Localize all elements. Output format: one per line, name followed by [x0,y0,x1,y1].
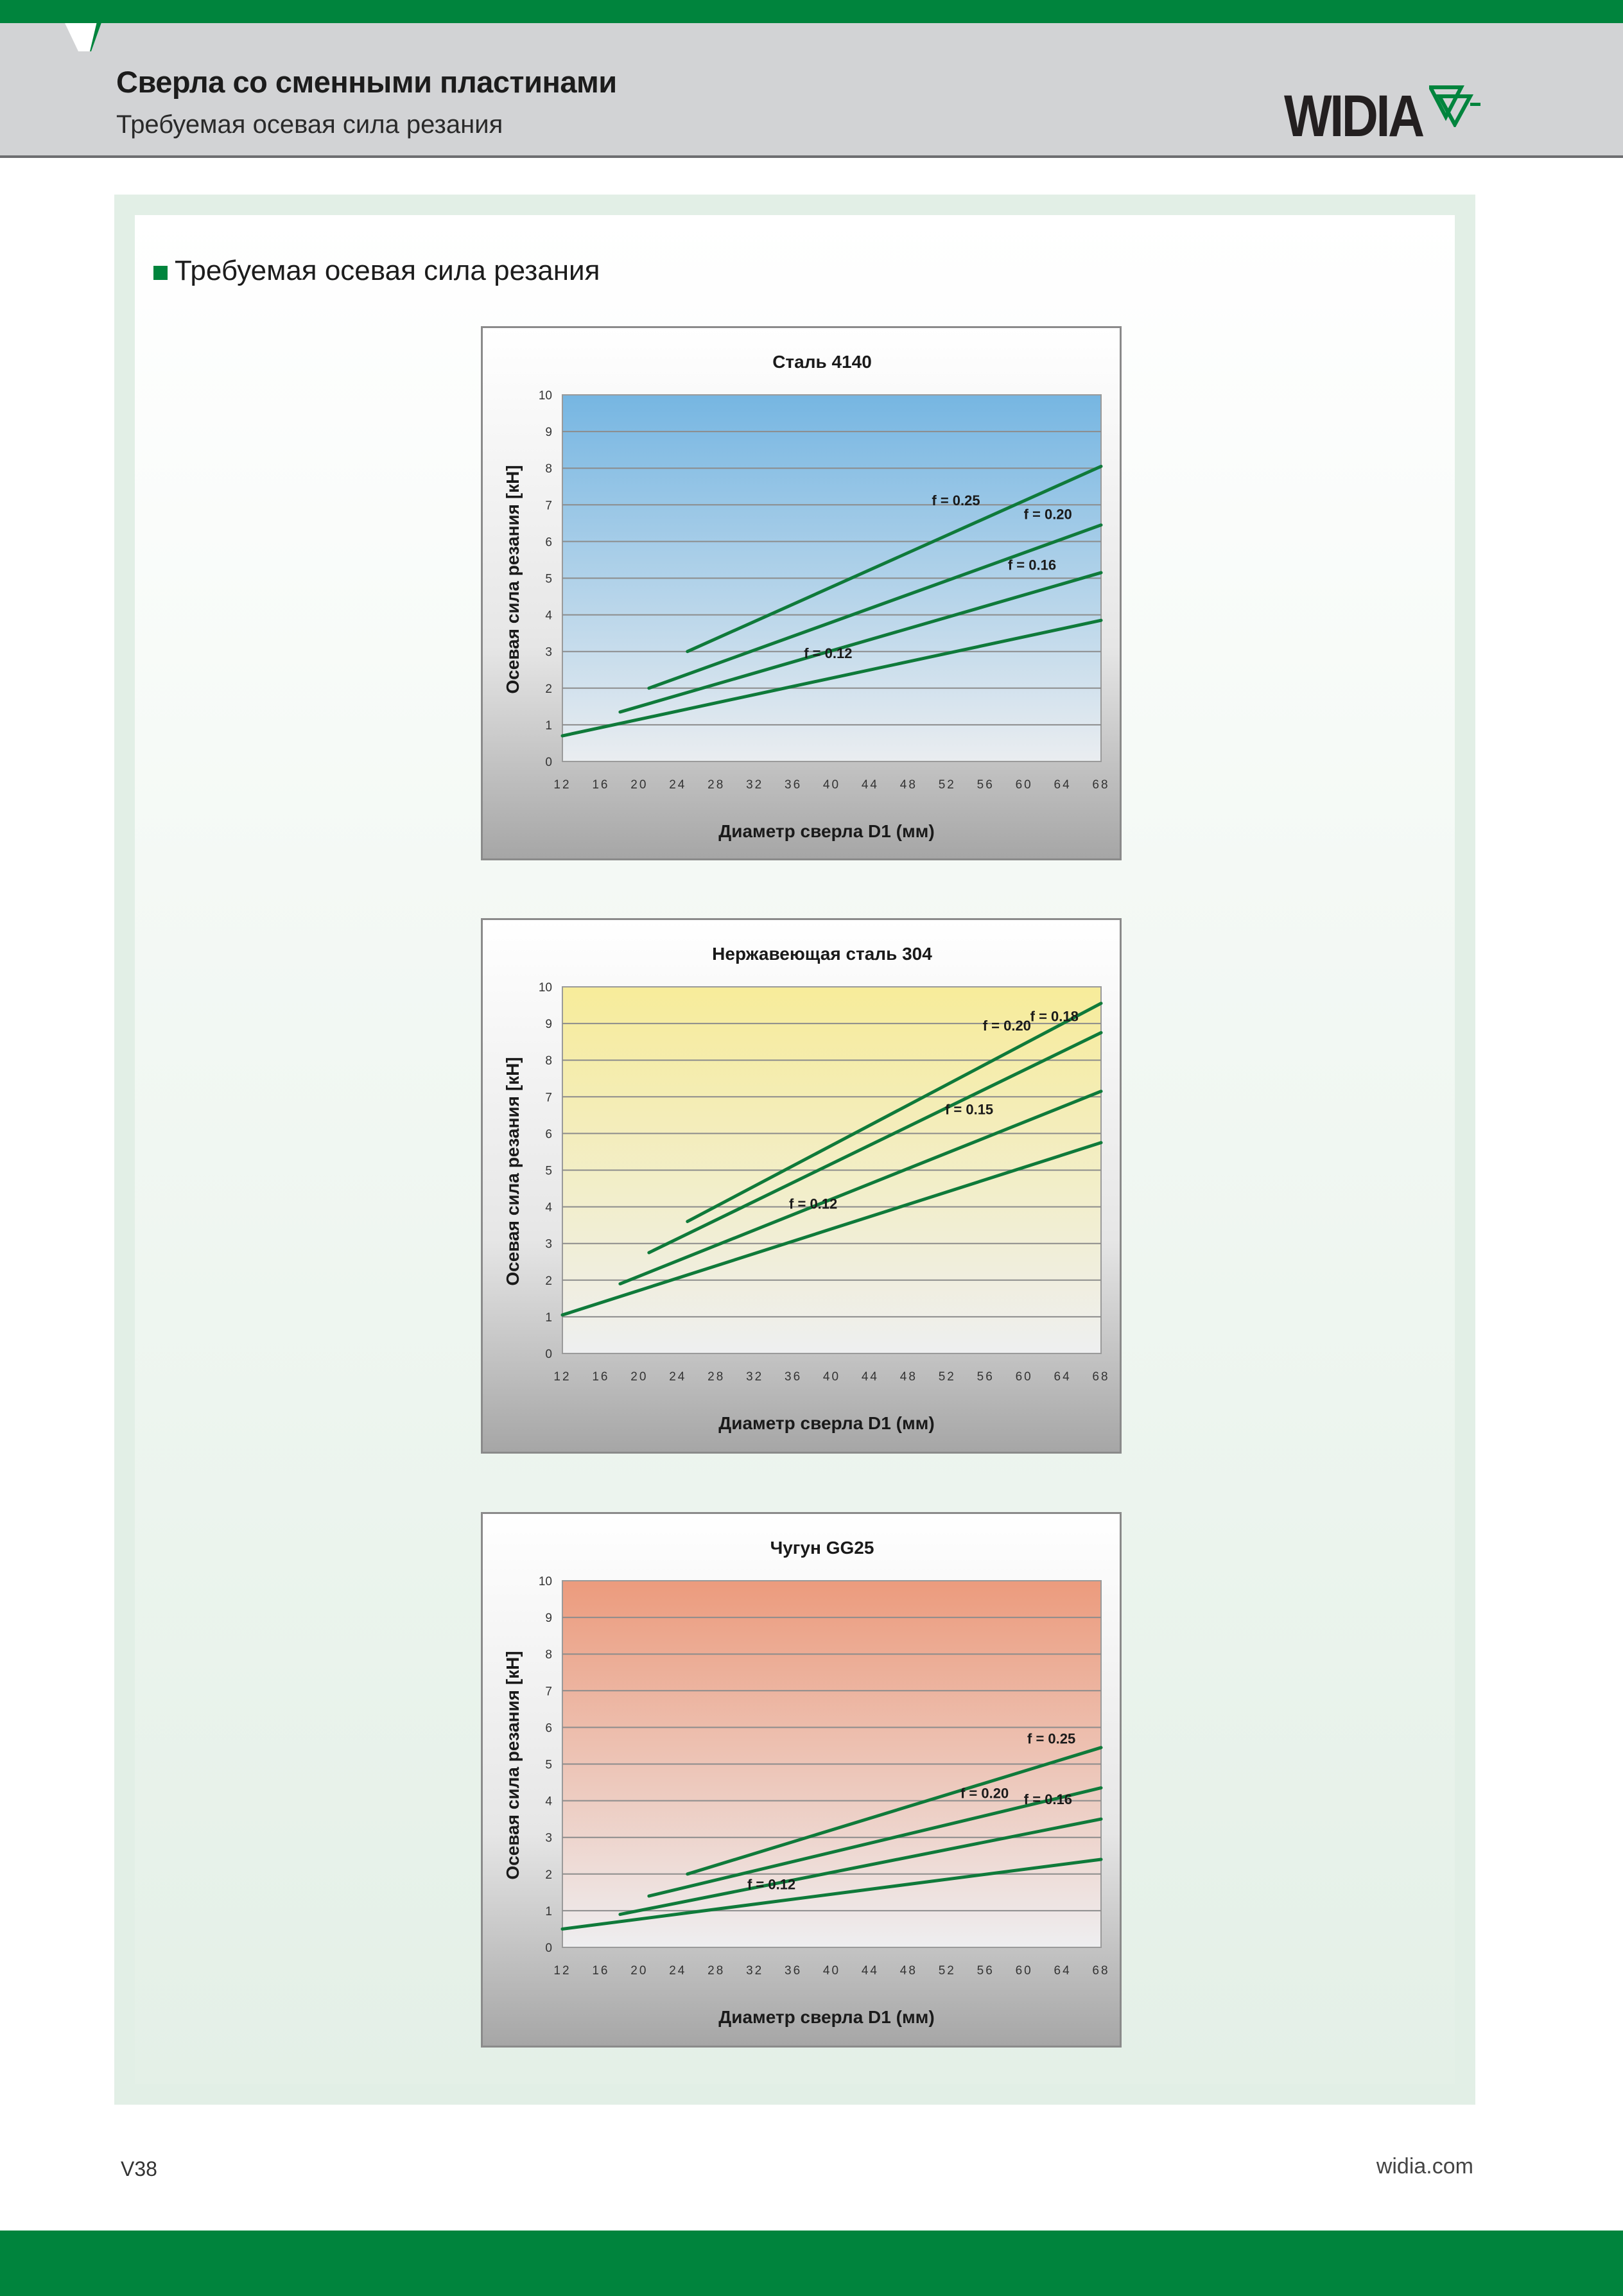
chart-title: Сталь 4140 [772,352,872,372]
x-tick-label: 20 [630,778,648,792]
header-title: Сверла со сменными пластинами [116,65,617,99]
y-tick-label: 0 [545,1942,552,1955]
y-tick-label: 10 [538,1575,552,1588]
bottom-accent-bar [0,2231,1623,2296]
x-tick-label: 24 [669,1964,687,1978]
widia-logo [1284,81,1483,158]
x-tick-label: 68 [1092,1370,1110,1384]
y-tick-label: 7 [545,1685,552,1699]
x-tick-label: 12 [553,1370,571,1384]
x-tick-label: 56 [976,1964,994,1978]
header-notch-icon [53,23,117,81]
x-tick-label: 68 [1092,1964,1110,1978]
chart-title: Чугун GG25 [770,1538,874,1558]
chart-title: Нержавеющая сталь 304 [712,944,932,964]
x-tick-label: 44 [861,778,879,792]
x-tick-label: 32 [746,778,764,792]
x-tick-label: 56 [976,778,994,792]
y-tick-label: 1 [545,1904,552,1918]
x-tick-label: 28 [707,778,725,792]
section-bullet-icon [153,266,168,280]
y-tick-label: 8 [545,1648,552,1662]
x-tick-label: 60 [1015,1964,1033,1978]
y-tick-label: 8 [545,1054,552,1068]
y-tick-label: 1 [545,718,552,733]
section-title: Требуемая осевая сила резания [175,255,600,286]
y-tick-label: 0 [545,756,552,769]
series-label: f = 0.25 [932,492,980,509]
y-tick-label: 2 [545,1868,552,1882]
x-tick-label: 28 [707,1370,725,1384]
series-label: f = 0.20 [1023,506,1072,523]
x-axis-label: Диаметр сверла D1 (мм) [718,1413,935,1433]
x-tick-label: 32 [746,1370,764,1384]
x-tick-label: 60 [1015,778,1033,792]
y-tick-label: 1 [545,1310,552,1325]
y-tick-label: 4 [545,609,552,623]
chart-steel-4140 [481,326,1122,860]
x-tick-label: 56 [976,1370,994,1384]
x-tick-label: 16 [592,1964,610,1978]
x-tick-label: 48 [899,778,917,792]
x-tick-label: 64 [1054,1370,1072,1384]
chart-svg-steel-4140 [483,328,1120,858]
series-label: f = 0.15 [944,1101,994,1118]
y-tick-label: 5 [545,572,552,586]
y-tick-label: 10 [538,389,552,403]
x-tick-label: 12 [553,1964,571,1978]
x-tick-label: 64 [1054,778,1072,792]
x-tick-label: 16 [592,778,610,792]
y-tick-label: 2 [545,1274,552,1288]
series-label: f = 0.18 [1030,1008,1079,1025]
y-tick-label: 9 [545,426,552,440]
x-tick-label: 60 [1015,1370,1033,1384]
series-label: f = 0.25 [1027,1730,1076,1747]
series-label: f = 0.12 [804,645,853,662]
y-axis-label: Осевая сила резания [кН] [503,1057,523,1286]
y-tick-label: 3 [545,1831,552,1845]
series-label: f = 0.16 [1007,557,1057,573]
x-tick-label: 52 [938,1964,956,1978]
chart-svg-stainless-304 [483,920,1120,1452]
x-tick-label: 32 [746,1964,764,1978]
logo-text: WIDIA [1284,83,1423,149]
y-tick-label: 7 [545,499,552,513]
y-tick-label: 5 [545,1758,552,1772]
x-tick-label: 16 [592,1370,610,1384]
x-tick-label: 36 [785,1964,803,1978]
chart-svg-cast-iron-gg25 [483,1514,1120,2046]
chart-cast-iron-gg25 [481,1512,1122,2048]
y-tick-label: 7 [545,1091,552,1105]
y-tick-label: 5 [545,1164,552,1178]
y-axis-label: Осевая сила резания [кН] [503,465,523,694]
x-tick-label: 20 [630,1964,648,1978]
x-tick-label: 28 [707,1964,725,1978]
series-label: f = 0.20 [982,1018,1031,1034]
x-tick-label: 64 [1054,1964,1072,1978]
y-tick-label: 2 [545,682,552,696]
page-header [0,23,1623,158]
x-tick-label: 52 [938,778,956,792]
y-tick-label: 9 [545,1612,552,1626]
x-tick-label: 48 [899,1370,917,1384]
page-number: V38 [121,2157,157,2180]
y-tick-label: 3 [545,645,552,659]
series-label: f = 0.12 [789,1196,838,1212]
x-tick-label: 48 [899,1964,917,1978]
widia-triangle-icon [1429,85,1483,127]
x-axis-label: Диаметр сверла D1 (мм) [718,821,935,841]
y-tick-label: 4 [545,1795,552,1809]
x-tick-label: 36 [785,1370,803,1384]
y-tick-label: 6 [545,1127,552,1142]
series-label: f = 0.12 [747,1876,796,1893]
y-tick-label: 3 [545,1237,552,1251]
x-tick-label: 44 [861,1964,879,1978]
x-tick-label: 24 [669,778,687,792]
chart-stainless-304 [481,918,1122,1454]
series-label: f = 0.16 [1023,1791,1073,1808]
top-accent-bar [0,0,1623,23]
x-tick-label: 68 [1092,778,1110,792]
x-tick-label: 24 [669,1370,687,1384]
y-tick-label: 10 [538,981,552,995]
y-tick-label: 8 [545,462,552,476]
series-label: f = 0.20 [960,1785,1009,1802]
y-axis-label: Осевая сила резания [кН] [503,1651,523,1880]
header-subtitle: Требуемая осевая сила резания [116,110,503,139]
y-tick-label: 6 [545,1721,552,1735]
website-link[interactable]: widia.com [1376,2154,1473,2179]
x-tick-label: 20 [630,1370,648,1384]
x-axis-label: Диаметр сверла D1 (мм) [718,2007,935,2027]
y-tick-label: 6 [545,535,552,550]
x-tick-label: 40 [822,778,841,792]
x-tick-label: 40 [822,1370,841,1384]
x-tick-label: 12 [553,778,571,792]
y-tick-label: 4 [545,1201,552,1215]
y-tick-label: 9 [545,1018,552,1032]
y-tick-label: 0 [545,1348,552,1361]
x-tick-label: 44 [861,1370,879,1384]
x-tick-label: 36 [785,778,803,792]
x-tick-label: 52 [938,1370,956,1384]
x-tick-label: 40 [822,1964,841,1978]
